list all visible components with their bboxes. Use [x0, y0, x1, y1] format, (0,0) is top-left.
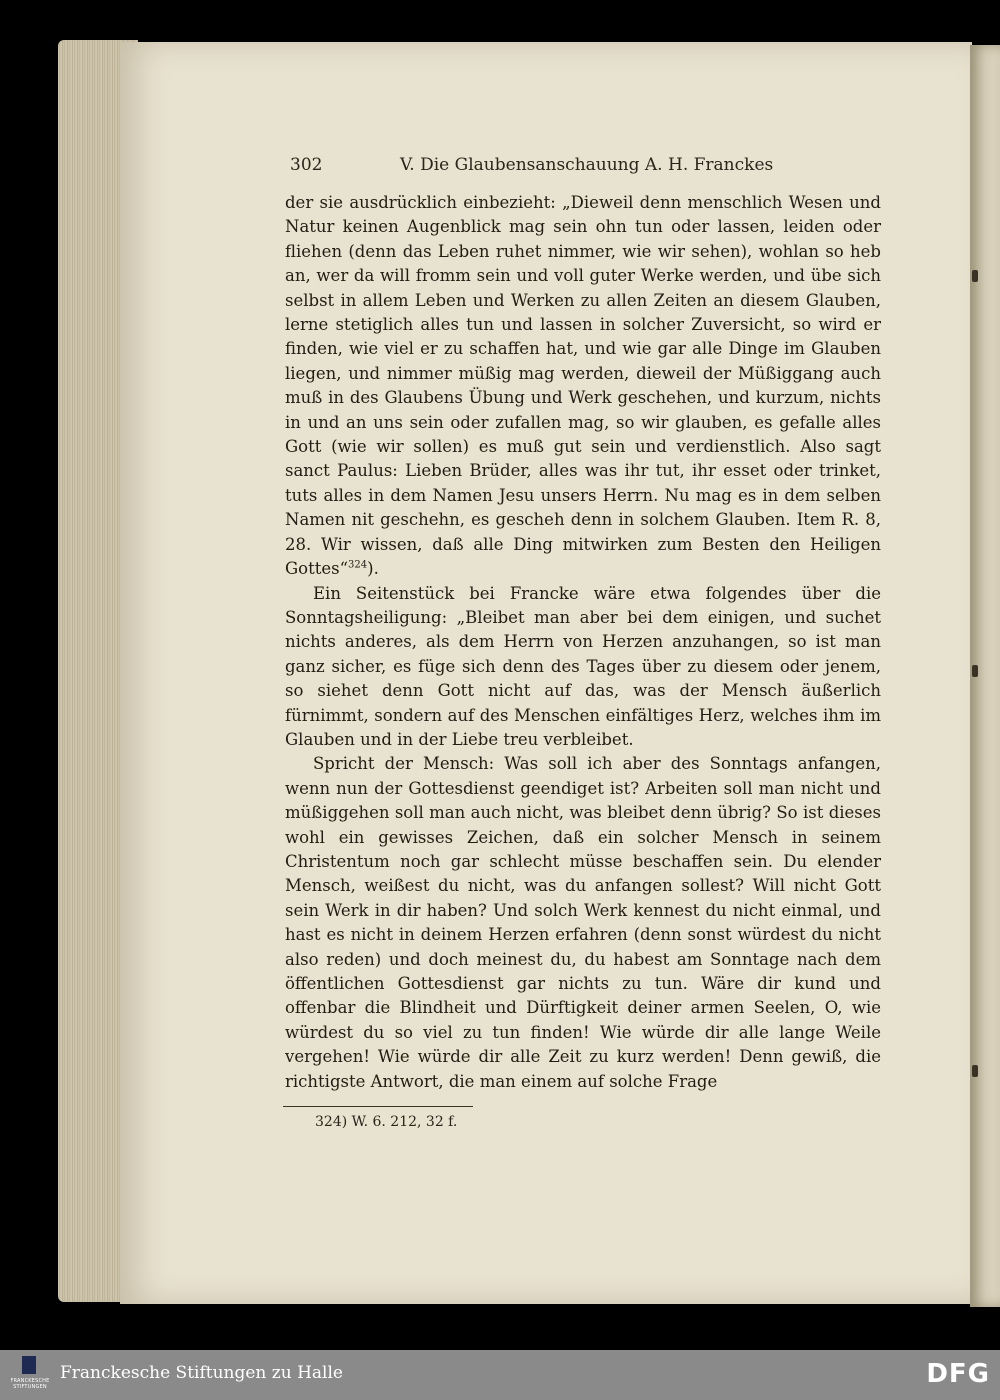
viewer-footer [0, 1350, 1000, 1400]
paragraph [285, 191, 881, 582]
paragraph-end: ). [367, 559, 379, 579]
margin-mark [972, 1065, 978, 1077]
page-header [290, 155, 890, 181]
margin-mark [972, 665, 978, 677]
running-head: V. Die Glaubensanschauung A. H. Franckes [400, 155, 774, 175]
body-text [285, 191, 881, 1101]
paragraph: Spricht der Mensch: Was soll ich aber des Sonntags anfangen, wenn nun der Gottesdienst geendiget ist? Arbeiten soll man nicht und müßiggehen soll man auch nicht, was bleibet denn übrig? So ist dieses wohl ein gewisses Zeichen, daß ein solcher Mensch in seinem Christentum noch gar schlecht müsse beschaffen sein. Du elender Mensch, weißest du nicht, was du anfangen sollest? Will nicht Gott sein Werk in dir haben? Und solch Werk kennest du nicht einmal, und hast es nicht in deinem Herzen erfahren (denn sonst würdest du nicht also reden) und doch meinest du, du habest am Sonntage nach dem öffentlichen Gottesdienst gar nichts zu tun. Wäre dir kund und offenbar die Blindheit und Dürftigkeit deiner armen Seelen, O, wie würdest du so viel zu tun finden! Wie würde dir alle lange Weile vergehen! Wie würde dir alle Zeit zu kurz werden! Denn gewiß, die richtigste Antwort, die man einem auf solche Frage [285, 754, 881, 1091]
footnote: 324) W. 6. 212, 32 f. [315, 1114, 458, 1130]
footnote-divider [283, 1106, 473, 1107]
margin-mark [972, 270, 978, 282]
paragraph-text: der sie ausdrücklich einbezieht: „Dieweil denn menschlich Wesen und Natur keinen Augenblick mag sein ohn tun oder lassen, leiden oder fliehen (denn das Leben ruhet nimmer, wie wir sehen), wohlan so heb an, wer da will fromm sein und voll guter Werke werden, und übe sich selbst in allem Leben und Werken zu allen Zeiten an diesem Glauben, lerne stetiglich alles tun und lassen in solcher Zuversicht, so wird er finden, wie viel er zu schaffen hat, und wie gar alle Dinge im Glauben liegen, und nimmer müßig mag werden, dieweil der Müßiggang auch muß in des Glaubens Übung und Werk geschehen, und kurzum, nichts in und an uns sein oder zufallen mag, so wir glauben, es gefalle alles Gott (wie wir sollen) es muß gut sein und verdienstlich. Also sagt sanct Paulus: Lieben Brüder, alles was ihr tut, ihr esset oder trinket, tuts alles in dem Namen Jesu unsers Herrn. Nu mag es in dem selben Namen nit geschehn, es gescheh denn in solchem Glauben. Item R. 8, 28. Wir wissen, daß alle Ding mitwirken zum Besten den Heiligen Gottes“ [285, 193, 881, 579]
dfg-logo-icon[interactable]: DFG [926, 1359, 990, 1389]
logo-emblem [22, 1356, 36, 1374]
francke-logo-icon[interactable] [6, 1356, 50, 1396]
logo-text: FRANCKESCHE STIFTUNGEN [10, 1378, 50, 1390]
paragraph: Ein Seitenstück bei Francke wäre etwa folgendes über die Sonntagsheiligung: „Bleibet man aber bei dem einigen, und suchet nichts anderes, als dem Herrn von Herzen anzuhangen, so ist man ganz sicher, es füge sich denn des Tages über zu diesem oder jenem, so siehet denn Gott nicht auf das, was der Mensch äußerlich fürnimmt, sondern auf des Menschen einfältiges Herz, welches ihm im Glauben und in der Liebe treu verbleibet. [285, 583, 881, 749]
page-number: 302 [290, 155, 323, 175]
footnote-reference[interactable]: 324 [348, 559, 368, 571]
institution-name[interactable]: Franckesche Stiftungen zu Halle [60, 1363, 343, 1383]
